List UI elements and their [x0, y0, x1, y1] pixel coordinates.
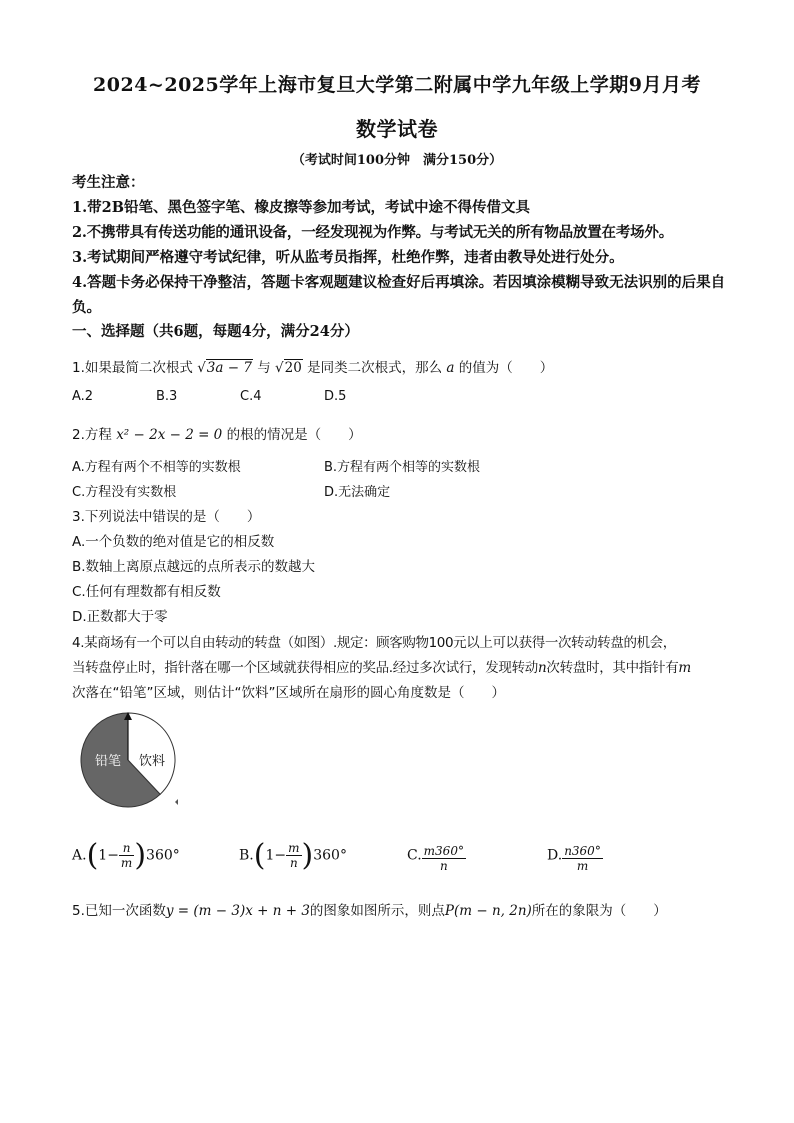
q2-option-a: A.方程有两个不相等的实数根: [72, 460, 241, 475]
question-1: [72, 356, 553, 376]
q4-b-frac: [286, 841, 301, 870]
q4-a-one: 1−: [98, 847, 119, 864]
q2-prefix: 2.方程: [72, 427, 112, 443]
wheel-label-drink: 饮料: [139, 754, 166, 769]
q1-option-c: C.4: [240, 389, 262, 404]
q4-option-d: [547, 838, 603, 873]
q4-c-frac: [422, 844, 466, 873]
question-2: [72, 423, 362, 443]
q3-option-c: C.任何有理数都有相反数: [72, 584, 221, 600]
q4-a-tail: 360°: [146, 847, 180, 864]
q1-radicand-1: 3a − 7: [206, 360, 252, 376]
q1-suffix-2: 的值为（ ）: [458, 360, 554, 376]
q4-a-den: m: [120, 856, 133, 870]
q4-b-label: B.: [239, 847, 254, 864]
note-item-1: 1.带2B铅笔、黑色签字笔、橡皮擦等参加考试，考试中途不得传借文具: [72, 199, 530, 216]
q5-point: P(m − n, 2n): [444, 903, 532, 919]
q3-option-d: D.正数都大于零: [72, 609, 168, 625]
section-heading: 一、选择题（共6题，每题4分，满分24分）: [72, 323, 359, 340]
q4-line-2a: 当转盘停止时，指针落在哪一个区域就获得相应的奖品.经过多次试行，发现转动: [72, 660, 538, 676]
q4-b-lparen: (: [253, 838, 266, 873]
q4-a-num: n: [119, 841, 134, 856]
note-item-4: 4.答题卡务必保持干净整洁，答题卡客观题建议检查好后再填涂。若因填涂模糊导致无法识别的后果自负。: [72, 274, 726, 316]
question-3: 3.下列说法中错误的是（ ）: [72, 509, 261, 525]
q4-b-one: 1−: [265, 847, 287, 864]
notes-block: [72, 170, 732, 320]
q1-sqrt-2: √20: [275, 360, 302, 376]
q4-d-num: n360°: [564, 844, 601, 858]
q4-a-frac: [119, 841, 134, 870]
q4-d-den: m: [576, 859, 589, 873]
note-item-3: 3.考试期间严格遵守考试纪律，听从监考员指挥，杜绝作弊，违者由教导处进行处分。: [72, 249, 624, 266]
q3-option-b: B.数轴上离原点越远的点所表示的数越大: [72, 559, 316, 575]
exam-time-info: （考试时间100分钟 满分150分）: [291, 153, 503, 168]
q4-var-m: m: [678, 660, 691, 676]
note-item-2: 2.不携带具有传送功能的通讯设备，一经发现视为作弊。与考试无关的所有物品放置在考场外。: [72, 224, 674, 241]
q1-sqrt-1: √3a − 7: [197, 360, 252, 376]
q2-equation: x² − 2x − 2 = 0: [116, 427, 223, 443]
q4-a-lparen: (: [86, 838, 99, 873]
q2-option-d: D.无法确定: [324, 485, 391, 500]
q1-prefix: 1.如果最简二次根式: [72, 360, 193, 376]
q5-suffix: 所在的象限为（ ）: [531, 903, 667, 919]
q4-line-3: 次落在“铅笔”区域，则估计“饮料”区域所在扇形的圆心角度数是（ ）: [72, 685, 505, 701]
q1-mid: 与: [257, 360, 271, 376]
q4-line-2b: 次转盘时，其中指针有: [546, 660, 679, 676]
q2-suffix: 的根的情况是（ ）: [226, 427, 362, 443]
q1-option-d: D.5: [324, 389, 347, 404]
q4-c-num: m360°: [423, 844, 464, 858]
q5-function: y = (m − 3)x + n + 3: [165, 903, 310, 919]
q4-option-b: [239, 838, 347, 873]
q3-option-a: A.一个负数的绝对值是它的相反数: [72, 534, 275, 550]
q1-option-b: B.3: [156, 389, 178, 404]
wheel-label-pencil: 铅笔: [95, 754, 122, 769]
q4-d-label: D.: [547, 847, 563, 864]
q4-c-den: n: [439, 859, 448, 873]
q2-option-c: C.方程没有实数根: [72, 485, 177, 500]
q4-option-a: [72, 838, 180, 873]
q4-line-2: [72, 656, 732, 676]
q1-var: a: [446, 360, 455, 376]
q1-option-a: A.2: [72, 389, 94, 404]
q4-b-tail: 360°: [313, 847, 347, 864]
exam-subtitle: 数学试卷: [356, 117, 438, 141]
q1-suffix-1: 是同类二次根式，那么: [307, 360, 443, 376]
q4-c-label: C.: [407, 847, 422, 864]
question-5: [72, 899, 732, 919]
q4-a-label: A.: [72, 847, 87, 864]
exam-title: 2024~2025学年上海市复旦大学第二附属中学九年级上学期9月月考: [93, 74, 701, 96]
q4-option-c: [407, 838, 466, 873]
q4-var-n: n: [538, 660, 547, 676]
q5-mid: 的图象如图所示，则点: [309, 903, 445, 919]
q4-d-frac: [562, 844, 603, 873]
q1-radicand-2: 20: [284, 360, 302, 376]
q4-b-num: m: [288, 841, 300, 855]
q5-prefix: 5.已知一次函数: [72, 903, 166, 919]
q4-b-rparen: ): [301, 838, 314, 873]
q4-line-1: 4.某商场有一个可以自由转动的转盘（如图）.规定：顾客购物100元以上可以获得一次转动转盘的机会，: [72, 635, 676, 651]
q2-option-b: B.方程有两个相等的实数根: [324, 460, 481, 475]
notes-heading: 考生注意：: [72, 174, 145, 191]
spinner-wheel-figure: [72, 710, 192, 810]
q4-b-den: n: [289, 856, 298, 870]
small-marker-icon: [175, 799, 178, 805]
q4-a-rparen: ): [134, 838, 147, 873]
